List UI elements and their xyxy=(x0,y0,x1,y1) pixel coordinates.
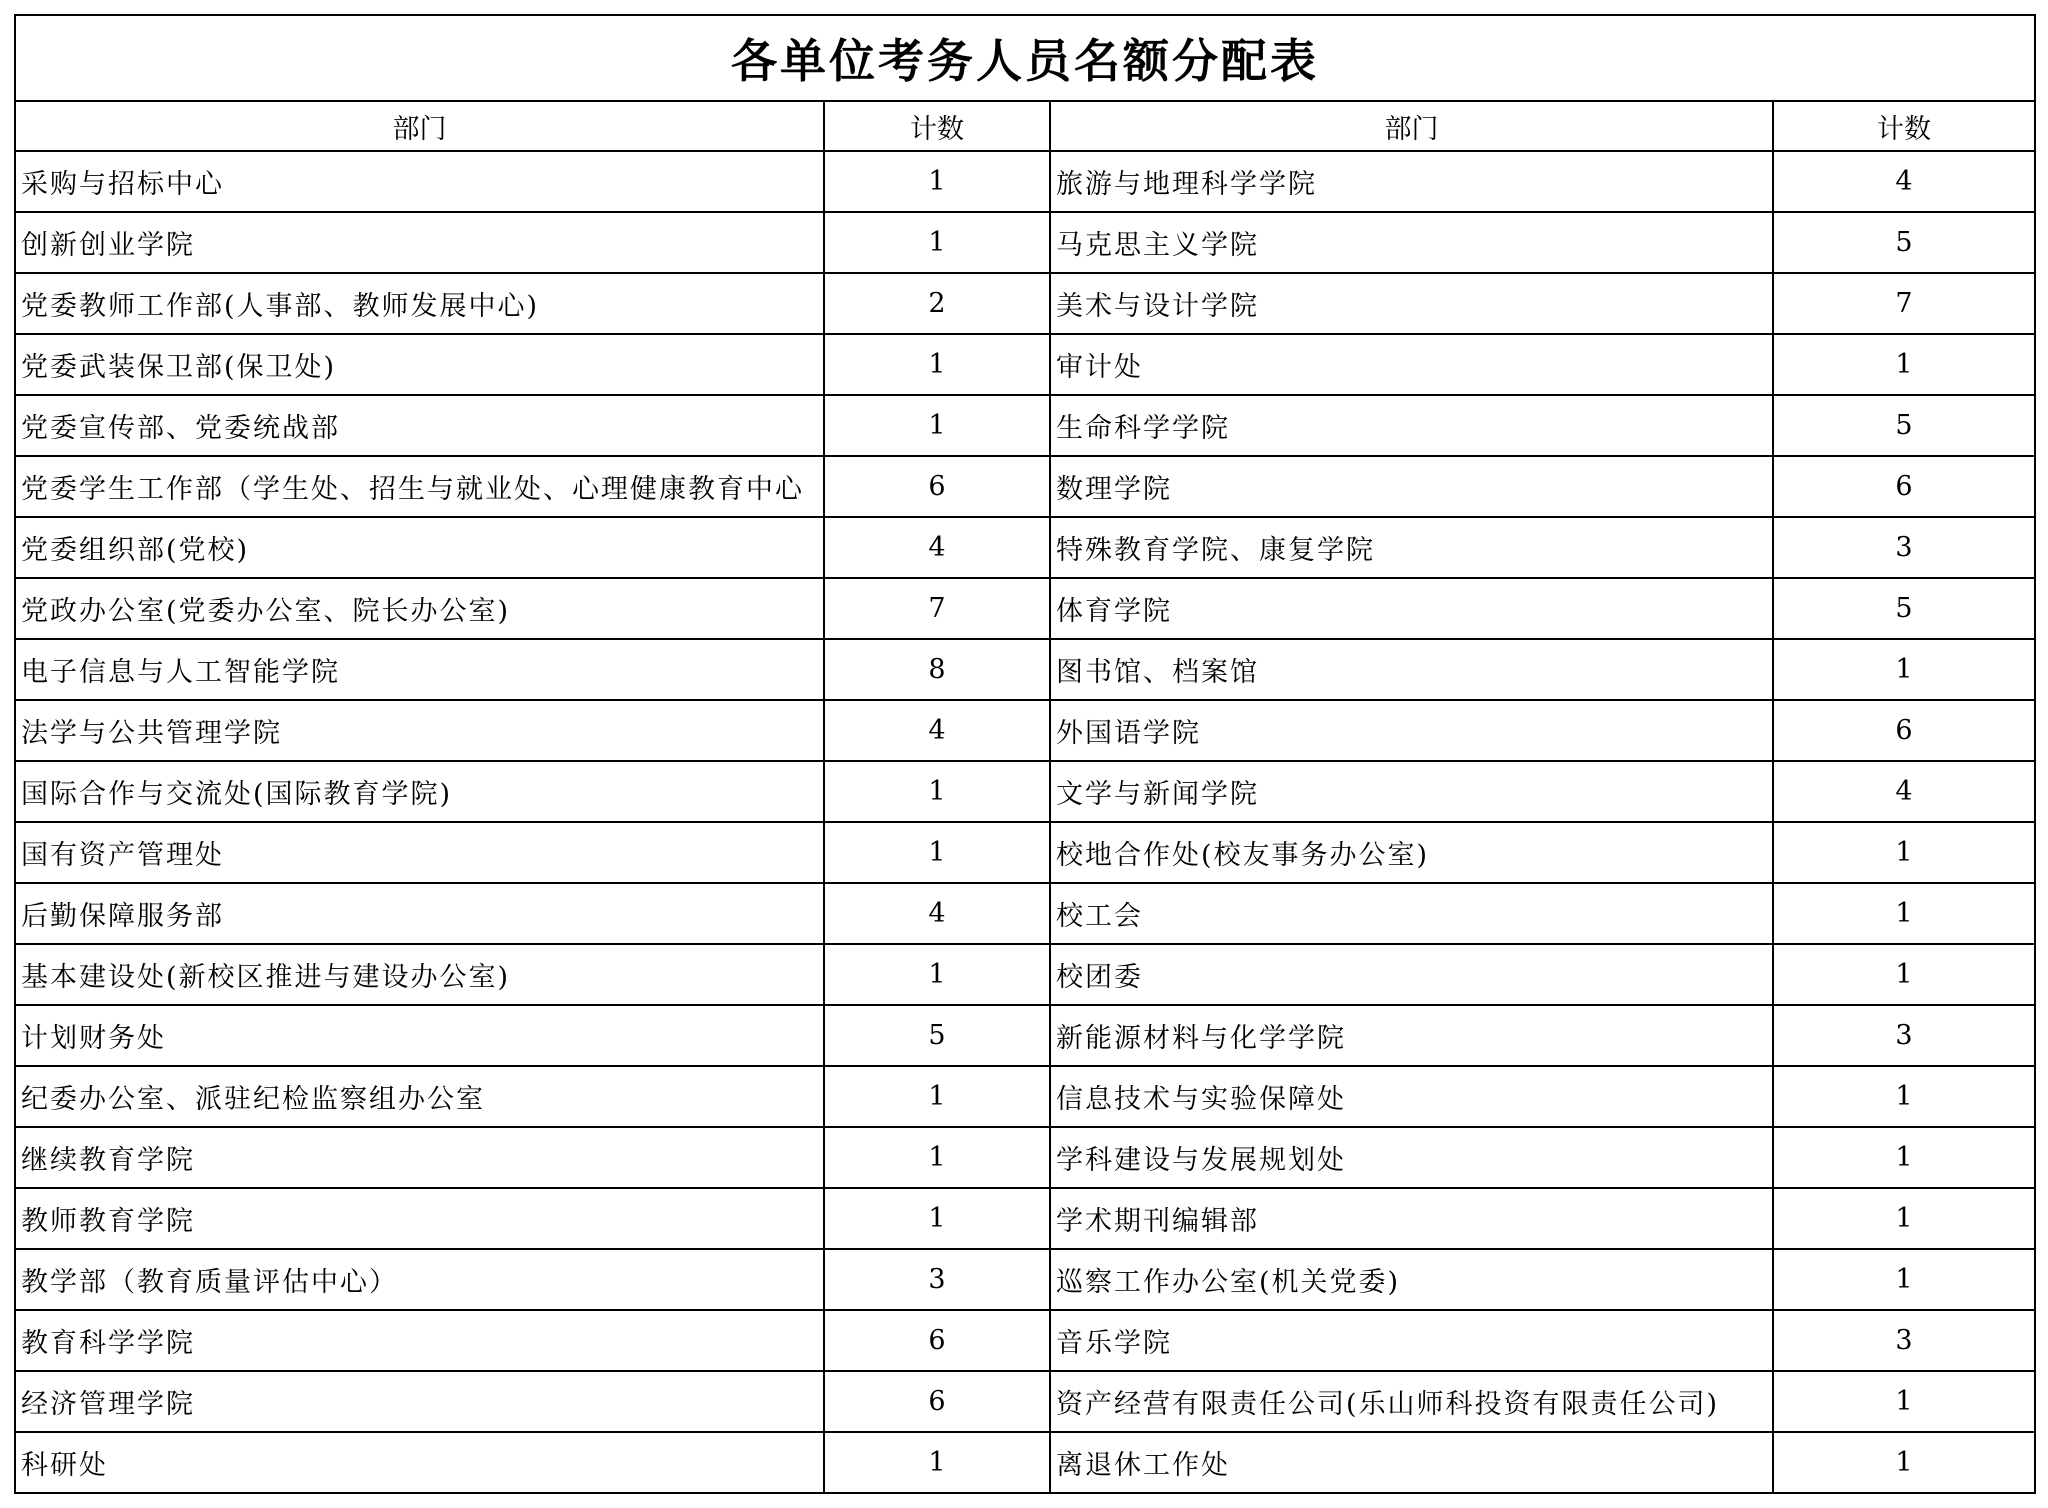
dept-cell-left: 党委学生工作部（学生处、招生与就业处、心理健康教育中心 xyxy=(15,456,824,517)
count-cell-left: 2 xyxy=(824,273,1050,334)
dept-cell-right: 离退休工作处 xyxy=(1050,1432,1773,1493)
count-cell-left: 3 xyxy=(824,1249,1050,1310)
count-cell-left: 1 xyxy=(824,822,1050,883)
header-count-left: 计数 xyxy=(824,101,1050,151)
count-cell-left: 6 xyxy=(824,1371,1050,1432)
dept-cell-left: 教师教育学院 xyxy=(15,1188,824,1249)
dept-cell-right: 学科建设与发展规划处 xyxy=(1050,1127,1773,1188)
dept-cell-left: 计划财务处 xyxy=(15,1005,824,1066)
dept-cell-right: 数理学院 xyxy=(1050,456,1773,517)
dept-cell-right: 校工会 xyxy=(1050,883,1773,944)
dept-cell-left: 采购与招标中心 xyxy=(15,151,824,212)
table-row xyxy=(15,1188,2035,1249)
table-row xyxy=(15,822,2035,883)
header-count-right: 计数 xyxy=(1773,101,2035,151)
table-row xyxy=(15,1371,2035,1432)
count-cell-right: 1 xyxy=(1773,822,2035,883)
table-row xyxy=(15,273,2035,334)
count-cell-right: 1 xyxy=(1773,1432,2035,1493)
count-cell-right: 7 xyxy=(1773,273,2035,334)
dept-cell-left: 纪委办公室、派驻纪检监察组办公室 xyxy=(15,1066,824,1127)
dept-cell-left: 创新创业学院 xyxy=(15,212,824,273)
dept-cell-right: 美术与设计学院 xyxy=(1050,273,1773,334)
count-cell-right: 1 xyxy=(1773,334,2035,395)
dept-cell-right: 体育学院 xyxy=(1050,578,1773,639)
dept-cell-left: 基本建设处(新校区推进与建设办公室) xyxy=(15,944,824,1005)
dept-cell-right: 巡察工作办公室(机关党委) xyxy=(1050,1249,1773,1310)
table-row xyxy=(15,212,2035,273)
dept-cell-left: 党委教师工作部(人事部、教师发展中心) xyxy=(15,273,824,334)
count-cell-right: 4 xyxy=(1773,151,2035,212)
count-cell-left: 1 xyxy=(824,1432,1050,1493)
dept-cell-right: 校团委 xyxy=(1050,944,1773,1005)
table-row xyxy=(15,1310,2035,1371)
dept-cell-left: 科研处 xyxy=(15,1432,824,1493)
count-cell-right: 1 xyxy=(1773,1249,2035,1310)
count-cell-left: 4 xyxy=(824,883,1050,944)
count-cell-right: 3 xyxy=(1773,1310,2035,1371)
count-cell-right: 1 xyxy=(1773,1188,2035,1249)
dept-cell-right: 资产经营有限责任公司(乐山师科投资有限责任公司) xyxy=(1050,1371,1773,1432)
count-cell-left: 4 xyxy=(824,700,1050,761)
dept-cell-right: 音乐学院 xyxy=(1050,1310,1773,1371)
allocation-table xyxy=(14,14,2036,1494)
dept-cell-left: 教育科学学院 xyxy=(15,1310,824,1371)
table-row xyxy=(15,1005,2035,1066)
count-cell-left: 1 xyxy=(824,1127,1050,1188)
dept-cell-right: 特殊教育学院、康复学院 xyxy=(1050,517,1773,578)
table-row xyxy=(15,456,2035,517)
count-cell-left: 6 xyxy=(824,1310,1050,1371)
count-cell-left: 1 xyxy=(824,1188,1050,1249)
count-cell-left: 1 xyxy=(824,395,1050,456)
dept-cell-right: 旅游与地理科学学院 xyxy=(1050,151,1773,212)
count-cell-left: 1 xyxy=(824,1066,1050,1127)
table-row xyxy=(15,1249,2035,1310)
count-cell-right: 1 xyxy=(1773,639,2035,700)
table-row xyxy=(15,944,2035,1005)
count-cell-right: 3 xyxy=(1773,1005,2035,1066)
table-row xyxy=(15,883,2035,944)
dept-cell-right: 学术期刊编辑部 xyxy=(1050,1188,1773,1249)
table-body xyxy=(15,151,2035,1493)
table-title: 各单位考务人员名额分配表 xyxy=(15,15,2035,101)
dept-cell-right: 生命科学学院 xyxy=(1050,395,1773,456)
table-row xyxy=(15,1127,2035,1188)
dept-cell-right: 信息技术与实验保障处 xyxy=(1050,1066,1773,1127)
header-dept-right: 部门 xyxy=(1050,101,1773,151)
dept-cell-left: 后勤保障服务部 xyxy=(15,883,824,944)
dept-cell-left: 国有资产管理处 xyxy=(15,822,824,883)
dept-cell-right: 图书馆、档案馆 xyxy=(1050,639,1773,700)
count-cell-right: 6 xyxy=(1773,700,2035,761)
header-dept-left: 部门 xyxy=(15,101,824,151)
dept-cell-left: 法学与公共管理学院 xyxy=(15,700,824,761)
count-cell-left: 4 xyxy=(824,517,1050,578)
table-row xyxy=(15,761,2035,822)
count-cell-left: 5 xyxy=(824,1005,1050,1066)
count-cell-right: 1 xyxy=(1773,1371,2035,1432)
dept-cell-left: 党政办公室(党委办公室、院长办公室) xyxy=(15,578,824,639)
dept-cell-right: 马克思主义学院 xyxy=(1050,212,1773,273)
dept-cell-right: 外国语学院 xyxy=(1050,700,1773,761)
count-cell-right: 5 xyxy=(1773,395,2035,456)
count-cell-left: 7 xyxy=(824,578,1050,639)
count-cell-right: 5 xyxy=(1773,578,2035,639)
table-row xyxy=(15,395,2035,456)
dept-cell-right: 校地合作处(校友事务办公室) xyxy=(1050,822,1773,883)
count-cell-right: 5 xyxy=(1773,212,2035,273)
count-cell-right: 1 xyxy=(1773,883,2035,944)
dept-cell-left: 党委武装保卫部(保卫处) xyxy=(15,334,824,395)
dept-cell-left: 国际合作与交流处(国际教育学院) xyxy=(15,761,824,822)
dept-cell-right: 文学与新闻学院 xyxy=(1050,761,1773,822)
count-cell-left: 1 xyxy=(824,334,1050,395)
table-row xyxy=(15,639,2035,700)
table-row xyxy=(15,517,2035,578)
count-cell-right: 3 xyxy=(1773,517,2035,578)
header-row xyxy=(15,101,2035,151)
count-cell-left: 6 xyxy=(824,456,1050,517)
count-cell-left: 1 xyxy=(824,761,1050,822)
dept-cell-right: 审计处 xyxy=(1050,334,1773,395)
count-cell-right: 6 xyxy=(1773,456,2035,517)
table-row xyxy=(15,1432,2035,1493)
table-row xyxy=(15,700,2035,761)
table-row xyxy=(15,151,2035,212)
dept-cell-left: 经济管理学院 xyxy=(15,1371,824,1432)
dept-cell-left: 党委组织部(党校) xyxy=(15,517,824,578)
count-cell-right: 1 xyxy=(1773,1127,2035,1188)
count-cell-left: 1 xyxy=(824,944,1050,1005)
table-row xyxy=(15,578,2035,639)
dept-cell-left: 继续教育学院 xyxy=(15,1127,824,1188)
dept-cell-left: 电子信息与人工智能学院 xyxy=(15,639,824,700)
dept-cell-left: 教学部（教育质量评估中心） xyxy=(15,1249,824,1310)
table-row xyxy=(15,334,2035,395)
count-cell-left: 8 xyxy=(824,639,1050,700)
count-cell-left: 1 xyxy=(824,212,1050,273)
dept-cell-left: 党委宣传部、党委统战部 xyxy=(15,395,824,456)
count-cell-right: 1 xyxy=(1773,1066,2035,1127)
count-cell-right: 1 xyxy=(1773,944,2035,1005)
table-row xyxy=(15,1066,2035,1127)
dept-cell-right: 新能源材料与化学学院 xyxy=(1050,1005,1773,1066)
count-cell-right: 4 xyxy=(1773,761,2035,822)
count-cell-left: 1 xyxy=(824,151,1050,212)
